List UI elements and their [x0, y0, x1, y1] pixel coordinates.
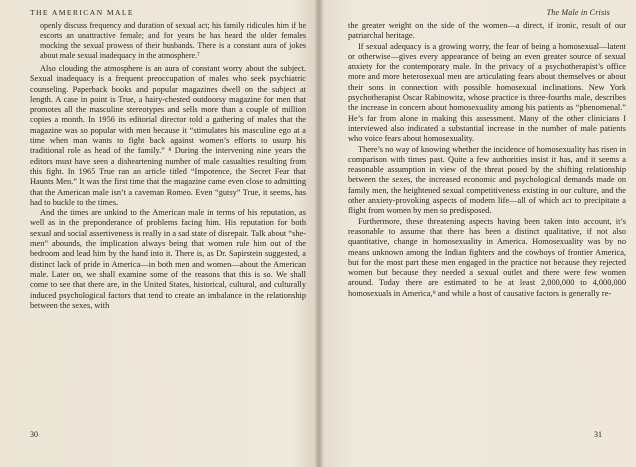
right-page-text	[348, 21, 626, 299]
left-page	[0, 0, 316, 467]
right-paragraph: Furthermore, these threatening aspects having been taken into account, it’s reasonable to assume that there has been a distinct qualitative, if not also quantitative, change in homosexuality in America. Homosexuality was by no means unknown among the Indian fighters and the cowboys of frontier America, but for the most part these men engaged in the practice not because they rejected women but because they needed a sexual outlet and there were few women around. Today there are estimated to be at least 2,000,000 to 4,000,000 homosexuals in America,⁹ and while a host of causative factors is generally re-	[348, 216, 626, 298]
right-page	[322, 0, 636, 467]
right-paragraph: If sexual adequacy is a growing worry, the fear of being a homosexual—latent or otherwise—gives every appearance of being an even greater source of sexual anxiety for the contemporary male. In the privacy of a psychotherapist’s office more and more heterosexual men are articulating fears about themselves or about their sons in connection with possible homosexual inclinations. New York psychotherapist Oscar Rabinowitz, whose practice is three-fourths male, describes the increase in concern about homosexuality among his patients as “phenomenal.” He’s far from alone in making this assessment. Many of the other clinicians I interviewed also indicated a substantial increase in the number of male patients who voice fears about homosexuality.	[348, 41, 626, 144]
left-paragraph: Also clouding the atmosphere is an aura of constant worry about the subject. Sexual inadequacy is a frequent preoccupation of males who seek psychiatric counseling. Paperback books and popular magazines dwell on the subject at length. A case in point is True, a hairy-chested outdoorsy magazine for men that promotes all the masculine stereotypes and sells more than a couple of million copies a month. In 1956 its editorial director told a gathering of males that the magazine was so popular with men because it “stimulates his masculine ego at a time when man wants to fight back against women’s efforts to usurp his traditional role as head of the family.” ⁸ During the intervening nine years the editors must have seen a disheartening number of male casualties resulting from this fight. In 1965 True ran an article titled “Impotence, the Secret Fear that Haunts Men.” It was the first time that the magazine came even close to admitting that the American male isn’t a caveman Romeo. Even “gutsy” True, it seems, has had to buckle to the times.	[30, 64, 306, 207]
right-page-number: 31	[594, 430, 602, 439]
left-page-text	[30, 21, 306, 311]
left-paragraph: And the times are unkind to the American male in terms of his reputation, as well as in the preponderance of problems facing him. His reputation for both sexual and social assertiveness is really in a sad state of disrepair. Talk about “she-men” abounds, the implication always being that women rule him out of the bedroom and lead him by the hand into it. There is, as Dr. Sapirstein suggested, a distinct lack of pride in America—in both men and women—about the American male. Later on, we shall examine some of the reasons that this is so. We shall come to see that there are, in the United States, historical, cultural, and culturally induced psychological factors that tend to create an imbalance in the relationship between the sexes, with	[30, 208, 306, 310]
left-page-number: 30	[30, 430, 38, 439]
right-paragraph: There’s no way of knowing whether the incidence of homosexuality has risen in comparison with times past. Quite a few authorities insist it has, and it seems a reasonable assumption in view of the threat posed by the shifting relationship between the sexes, the increased economic and psychological demands made on family men, the heightened sexual competitiveness existing in our culture, and the other anxiety-provoking aspects of modern life—all of which act to precipitate a flight from women by men so predisposed.	[348, 144, 626, 216]
right-paragraph: the greater weight on the side of the women—a direct, if ironic, result of our patriarchal heritage.	[348, 21, 626, 41]
left-extract: openly discuss frequency and duration of sexual act; his family ridicules him if he escorts an unattractive female; and for years he has heard the older females mocking the sexual prowess of their husbands. There is a constant aura of jokes about male sexual inadequacy in the atmosphere.⁷	[40, 21, 306, 60]
right-running-head: The Male in Crisis	[546, 8, 610, 17]
left-running-head: THE AMERICAN MALE	[30, 8, 134, 17]
